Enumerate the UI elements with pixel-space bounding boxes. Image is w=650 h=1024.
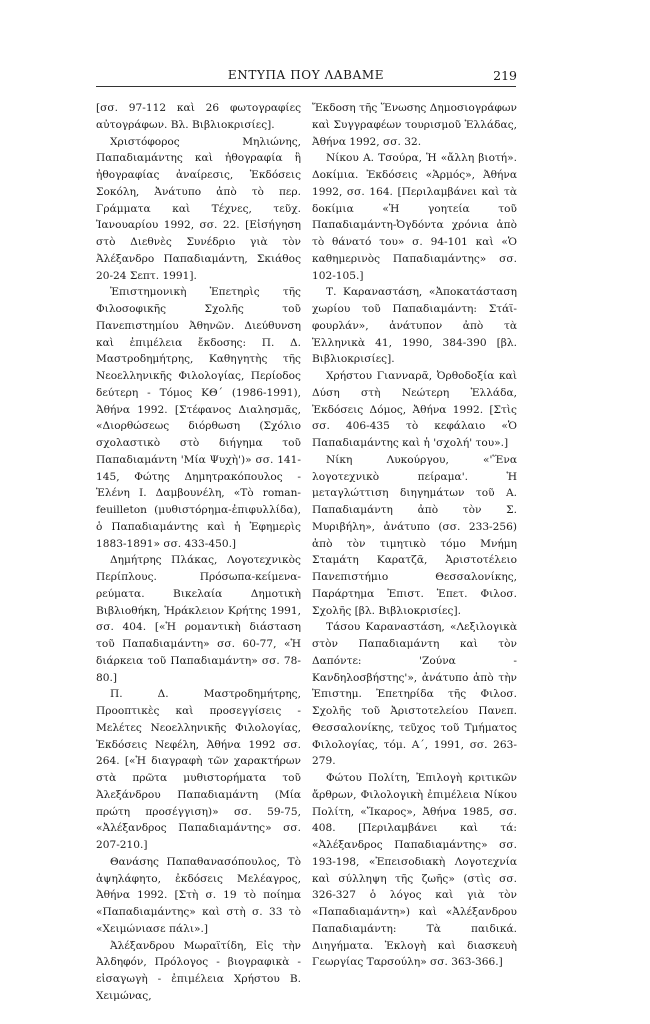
bibliography-entry: Χρήστου Γιανναρᾶ, Ὀρθοδοξία καὶ Δύση στὴ Νεώτερη Ἑλλάδα, Ἐκδόσεις Δόμος, Ἀθήνα 1992. [Στὶς σσ. 406-435 τὸ κεφάλαιο «Ὁ Παπαδιαμάντης καὶ ἡ 'σχολή' του».]	[312, 370, 517, 449]
bibliography-entry: Χριστόφορος Μηλιώνης, Παπαδιαμάντης καὶ ἠθογραφία ἢ ἠθογραφίας ἀναίρεσις, Ἐκδόσεις Σοκόλη, Ἀνάτυπο ἀπὸ τὸ περ. Γράμματα καὶ Τέχνες, τεῦχ. Ἰανουαρίου 1992, σσ. 22. [Εἰσήγηση στὸ Διεθνὲς Συνέδριο γιὰ τὸν Ἀλέξανδρο Παπαδιαμάντη, Σκιάθος 20-24 Σεπτ. 1991].	[96, 135, 301, 282]
bibliography-entry: Τάσου Καραναστάση, «Λεξιλογικὰ στὸν Παπαδιαμάντη καὶ τὸν Δαπόντε: 'Ζούνα - Κανδηλοσβήστης'», ἀνάτυπο ἀπὸ τὴν Ἐπιστημ. Ἐπετηρίδα τῆς Φιλοσ. Σχολῆς τοῦ Ἀριστοτελείου Πανεπ. Θεσσαλονίκης, τεῦχος τοῦ Τμήματος Φιλολογίας, τόμ. Α΄, 1991, σσ. 263-279.	[312, 621, 517, 768]
bibliography-entry: Ἔκδοση τῆς Ἕνωσης Δημοσιογράφων καὶ Συγγραφέων τουρισμοῦ Ἑλλάδας, Ἀθήνα 1992, σσ. 32.	[312, 102, 517, 148]
bibliography-entry: Νίκη Λυκούργου, «'Ἕνα λογοτεχνικὸ πείραμα'. Ἡ μεταγλώττιση διηγημάτων τοῦ Α. Παπαδιαμάντη ἀπὸ τὸν Σ. Μυριβήλη», ἀνάτυπο (σσ. 233-256) ἀπὸ τὸν τιμητικὸ τόμο Μνήμη Σταμάτη Καρατζᾶ, Ἀριστοτέλειο Πανεπιστήμιο Θεσσαλονίκης, Παράρτημα Ἐπιστ. Ἐπετ. Φιλοσ. Σχολῆς [βλ. Βιβλιοκρισίες].	[312, 453, 517, 617]
bibliography-entry: Τ. Καραναστάση, «Ἀποκατάσταση χωρίου τοῦ Παπαδιαμάντη: Στάϊ-φουρλάν», ἀνάτυπον ἀπὸ τὰ Ἑλληνικὰ 41, 1990, 384-390 [βλ. Βιβλιοκρισίες].	[312, 286, 517, 366]
running-title: ΕΝΤΥΠΑ ΠΟΥ ΛΑΒΑΜΕ	[227, 68, 385, 82]
page-number: 219	[493, 68, 517, 83]
bibliography-entry: Ἐπιστημονικὴ Ἐπετηρὶς τῆς Φιλοσοφικῆς Σχολῆς τοῦ Πανεπιστημίου Ἀθηνῶν. Διεύθυνση καὶ ἐπιμέλεια ἔκδοσης: Π. Δ. Μαστροδημήτρης, Καθηγητὴς τῆς Νεοελληνικῆς Φιλολογίας, Περίοδος δεύτερη - Τόμος ΚΘ΄ (1986-1991), Ἀθήνα 1992. [Στέφανος Διαλησμᾶς, «Διορθώσεως διόρθωση (Σχόλιο σχολαστικὸ στὸ διήγημα τοῦ Παπαδιαμάντη 'Μία Ψυχὴ')» σσ. 141-145, Φώτης Δημητρακόπουλος - Ἑλένη Ι. Δαμβουνέλη, «Τὸ roman-feuilleton (μυθιστόρημα-ἐπιφυλλίδα), ὁ Παπαδιαμάντης καὶ ἡ Ἐφημερὶς 1883-1891» σσ. 433-450.]	[96, 286, 301, 550]
bibliography-entry: Δημήτρης Πλάκας, Λογοτεχνικὸς Περίπλους. Πρόσωπα-κείμενα-ρεύματα. Βικελαία Δημοτικὴ Βιβλιοθήκη, Ἡράκλειον Κρήτης 1991, σσ. 404. [«Ἡ ρομαντικὴ διάσταση τοῦ Παπαδιαμάντη» σσ. 60-77, «Ἡ διάρκεια τοῦ Παπαδιαμάντη» σσ. 78-80.]	[96, 554, 301, 684]
bibliography-entry: Θανάσης Παπαθανασόπουλος, Τὸ ἀψηλάφητο, ἐκδόσεις Μελέαγρος, Ἀθήνα 1992. [Στὴ σ. 19 τὸ ποίημα «Παπαδιαμάντης» καὶ στὴ σ. 33 τὸ «Χειμώνιασε πάλι».]	[96, 855, 301, 935]
bibliography-entry: [σσ. 97-112 καὶ 26 φωτογραφίες αὐτογράφων. Βλ. Βιβλιοκρισίες].	[96, 102, 301, 131]
bibliography-entry: Φώτου Πολίτη, Ἐπιλογὴ κριτικῶν ἄρθρων, Φιλολογικὴ ἐπιμέλεια Νίκου Πολίτη, «Ἴκαρος», Ἀθήνα 1985, σσ. 408. [Περιλαμβάνει καὶ τά: «Ἀλέξανδρος Παπαδιαμάντης» σσ. 193-198, «Ἐπεισοδιακὴ Λογοτεχνία καὶ σύλληψη τῆς ζωῆς» (στὶς σσ. 326-327 ὁ λόγος καὶ γιὰ τὸν «Παπαδιαμάντη») καὶ «Ἀλέξανδρου Παπαδιαμάντη: Τὰ παιδικά. Διηγήματα. Ἐκλογὴ καὶ διασκευὴ Γεωργίας Ταρσούλη» σσ. 363-366.]	[312, 772, 517, 969]
bibliography-entry: Ἀλέξανδρου Μωραϊτίδη, Εἰς τὴν Ἀλδηφόν, Πρόλογος - βιογραφικὰ - εἰσαγωγὴ - ἐπιμέλεια Χρήστου Β. Χειμώνας,	[96, 939, 301, 1002]
bibliography-entry: Π. Δ. Μαστροδημήτρης, Προοπτικὲς καὶ προσεγγίσεις - Μελέτες Νεοελληνικῆς Φιλολογίας, Ἐκδόσεις Νεφέλη, Ἀθήνα 1992 σσ. 264. [«Ἡ διαγραφὴ τῶν χαρακτήρων στὰ πρῶτα μυθιστορήματα τοῦ Ἀλεξάνδρου Παπαδιαμάντη (Μία πρώτη προσέγγιση)» σσ. 59-75, «Ἀλέξανδρος Παπαδιαμάντης» σσ. 207-210.]	[96, 688, 301, 851]
right-column	[312, 100, 517, 971]
page-header	[96, 64, 516, 88]
bibliography-entry: Νίκου Α. Τσούρα, Ἡ «ἄλλη βιοτή». Δοκίμια. Ἐκδόσεις «Ἁρμός», Ἀθήνα 1992, σσ. 164. [Περιλαμβάνει καὶ τὰ δοκίμια «Ἡ γοητεία τοῦ Παπαδιαμάντη-Ὀγδόντα χρόνια ἀπὸ τὸ θάνατό του» σ. 94-101 καὶ «Ὁ καθημερινὸς Παπαδιαμάντης» σσ. 102-105.]	[312, 152, 517, 282]
header-rule	[96, 86, 516, 87]
left-column	[96, 100, 301, 1005]
